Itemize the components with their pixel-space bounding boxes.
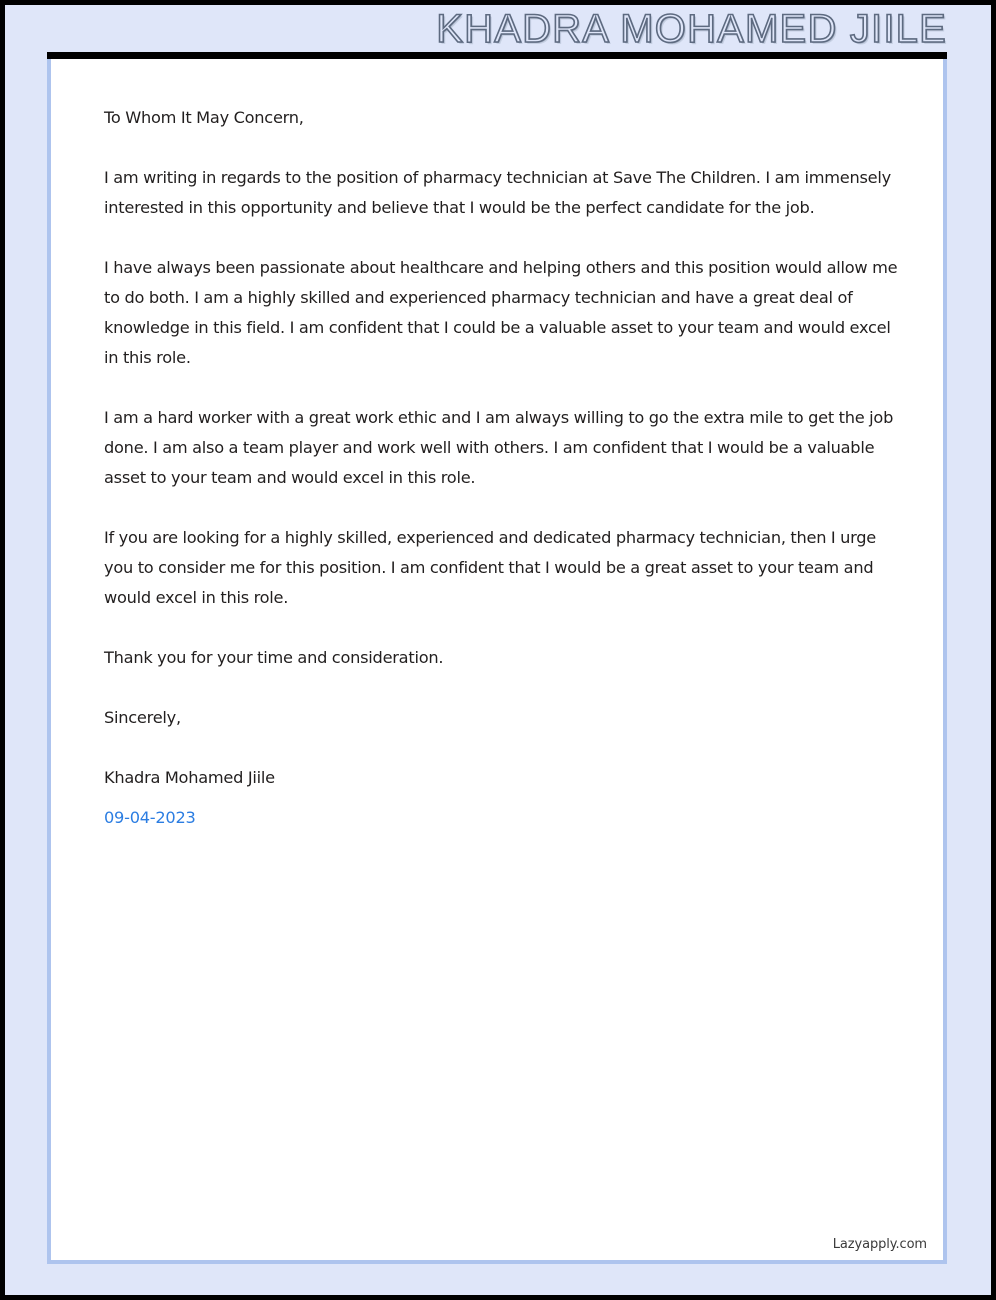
letter-closing: Sincerely, [104,708,181,727]
letter-salutation: To Whom It May Concern, [104,108,304,127]
letter-paragraph-2: I have always been passionate about healthcare and helping others and this position would allow me to do both. I am a highly skilled and experienced pharmacy technician and have a great deal of knowledge in this field. I am confident that I could be a valuable asset to your team and would excel in this role. [104,258,898,367]
page-title: KHADRA MOHAMED JIILE [436,7,947,51]
letter-signature-name: Khadra Mohamed Jiile [104,768,275,787]
footer-credit: Lazyapply.com [832,1237,927,1252]
letter-thanks: Thank you for your time and consideration. [104,648,444,667]
letter-paragraph-1: I am writing in regards to the position of pharmacy technician at Save The Children. I am immensely interested in this opportunity and believe that I would be the perfect candidate for the job. [104,168,891,217]
letter-sheet [47,59,947,1264]
document-page [5,5,991,1295]
letter-paragraph-3: I am a hard worker with a great work ethic and I am always willing to go the extra mile to get the job done. I am also a team player and work well with others. I am confident that I would be a valuable asset to your team and would excel in this role. [104,408,894,487]
letter-paragraph-4: If you are looking for a highly skilled, experienced and dedicated pharmacy technician, then I urge you to consider me for this position. I am confident that I would be a great asset to your team and would excel in this role. [104,528,877,607]
letter-body [104,103,909,833]
document-header [5,5,991,52]
header-divider-rule [47,52,947,59]
letter-date: 09-04-2023 [104,808,196,827]
